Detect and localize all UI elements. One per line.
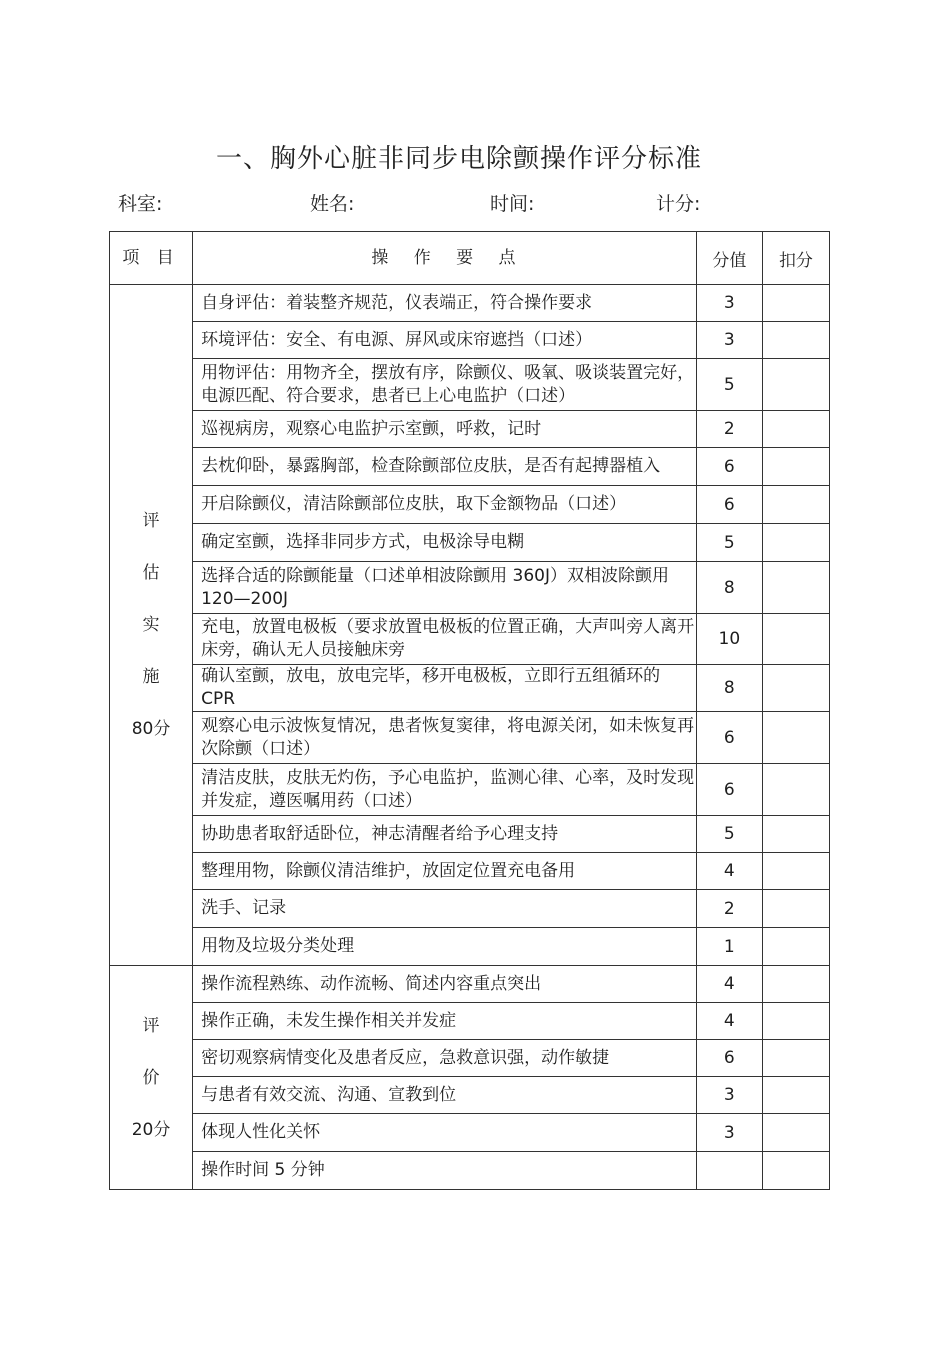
category-label-line: 20分	[131, 1119, 171, 1140]
item-cell: 选择合适的除颤能量（口述单相波除颤用 360J）双相波除颤用 120—200J	[193, 562, 697, 614]
table-header-row	[110, 232, 830, 285]
dept-label: 科室:	[118, 193, 163, 215]
deduct-cell[interactable]	[762, 1003, 829, 1040]
name-label: 姓名:	[310, 193, 355, 215]
item-cell: 密切观察病情变化及患者反应，急救意识强，动作敏捷	[193, 1040, 697, 1077]
score-cell: 4	[696, 853, 762, 890]
item-cell: 体现人性化关怀	[193, 1114, 697, 1152]
deduct-cell[interactable]	[762, 764, 829, 816]
item-cell: 充电，放置电极板（要求放置电极板的位置正确，大声叫旁人离开床旁，确认无人员接触床旁	[193, 614, 697, 665]
score-cell: 6	[696, 712, 762, 764]
deduct-cell[interactable]	[762, 928, 829, 966]
score-cell: 5	[696, 524, 762, 562]
deduct-cell[interactable]	[762, 614, 829, 665]
table-row	[110, 486, 830, 524]
header-deduct: 扣分	[762, 232, 829, 285]
deduct-cell[interactable]	[762, 322, 829, 359]
score-cell: 6	[696, 448, 762, 486]
score-cell: 3	[696, 285, 762, 322]
table-row	[110, 1040, 830, 1077]
category-label-line: 实	[142, 615, 160, 635]
deduct-cell[interactable]	[762, 562, 829, 614]
table-row	[110, 665, 830, 712]
time-label: 时间:	[490, 193, 535, 215]
item-cell: 观察心电示波恢复情况，患者恢复窦律，将电源关闭，如未恢复再次除颤（口述）	[193, 712, 697, 764]
score-cell: 10	[696, 614, 762, 665]
table-row	[110, 928, 830, 966]
category-cell	[110, 966, 193, 1190]
item-cell: 操作正确，未发生操作相关并发症	[193, 1003, 697, 1040]
table-row	[110, 411, 830, 448]
table-row	[110, 1003, 830, 1040]
score-cell: 5	[696, 359, 762, 411]
table-row	[110, 1114, 830, 1152]
table-row	[110, 524, 830, 562]
category-cell	[110, 285, 193, 966]
score-cell: 6	[696, 1040, 762, 1077]
deduct-cell[interactable]	[762, 1040, 829, 1077]
deduct-cell[interactable]	[762, 853, 829, 890]
item-cell: 清洁皮肤，皮肤无灼伤，予心电监护，监测心律、心率，及时发现并发症，遵医嘱用药（口述）	[193, 764, 697, 816]
table-row	[110, 1077, 830, 1114]
score-cell: 6	[696, 486, 762, 524]
score-cell: 3	[696, 1114, 762, 1152]
item-cell: 协助患者取舒适卧位，神志清醒者给予心理支持	[193, 816, 697, 853]
deduct-cell[interactable]	[762, 816, 829, 853]
table-row	[110, 285, 830, 322]
item-cell: 整理用物，除颤仪清洁维护，放固定位置充电备用	[193, 853, 697, 890]
table-body	[110, 285, 830, 1190]
table-row	[110, 614, 830, 665]
table-row	[110, 853, 830, 890]
item-cell: 确认室颤，放电，放电完毕，移开电极板，立即行五组循环的 CPR	[193, 665, 697, 712]
score-cell: 3	[696, 322, 762, 359]
score-cell: 2	[696, 890, 762, 928]
header-score: 分值	[696, 232, 762, 285]
header-item: 操 作 要 点	[193, 232, 697, 285]
table-row	[110, 816, 830, 853]
category-label-line: 评	[142, 511, 160, 531]
item-cell: 去枕仰卧，暴露胸部，检查除颤部位皮肤，是否有起搏器植入	[193, 448, 697, 486]
item-cell: 与患者有效交流、沟通、宣教到位	[193, 1077, 697, 1114]
deduct-cell[interactable]	[762, 665, 829, 712]
table-row	[110, 1152, 830, 1190]
table-row	[110, 966, 830, 1003]
category-label-line: 80分	[131, 719, 171, 739]
score-cell: 2	[696, 411, 762, 448]
deduct-cell[interactable]	[762, 411, 829, 448]
table-row	[110, 890, 830, 928]
score-cell: 4	[696, 966, 762, 1003]
header-category: 项 目	[110, 232, 193, 285]
score-cell	[696, 1152, 762, 1190]
item-cell: 开启除颤仪，清洁除颤部位皮肤，取下金额物品（口述）	[193, 486, 697, 524]
table-row	[110, 448, 830, 486]
item-cell: 巡视病房，观察心电监护示室颤，呼救，记时	[193, 411, 697, 448]
score-cell: 6	[696, 764, 762, 816]
category-label-line: 评	[142, 1015, 160, 1036]
score-cell: 5	[696, 816, 762, 853]
table-row	[110, 712, 830, 764]
score-cell: 1	[696, 928, 762, 966]
table-row	[110, 359, 830, 411]
category-label-line: 价	[142, 1067, 160, 1088]
deduct-cell[interactable]	[762, 1077, 829, 1114]
item-cell: 自身评估：着装整齐规范，仪表端正，符合操作要求	[193, 285, 697, 322]
item-cell: 用物及垃圾分类处理	[193, 928, 697, 966]
item-cell: 用物评估：用物齐全，摆放有序，除颤仪、吸氧、吸谈装置完好，电源匹配、符合要求，患者已上心电监护（口述）	[193, 359, 697, 411]
item-cell: 环境评估：安全、有电源、屏风或床帘遮挡（口述）	[193, 322, 697, 359]
deduct-cell[interactable]	[762, 1152, 829, 1190]
deduct-cell[interactable]	[762, 486, 829, 524]
category-label-line: 估	[142, 563, 160, 583]
score-cell: 8	[696, 562, 762, 614]
table-row	[110, 562, 830, 614]
item-cell: 操作流程熟练、动作流畅、简述内容重点突出	[193, 966, 697, 1003]
score-cell: 8	[696, 665, 762, 712]
deduct-cell[interactable]	[762, 285, 829, 322]
deduct-cell[interactable]	[762, 359, 829, 411]
deduct-cell[interactable]	[762, 712, 829, 764]
score-label: 计分:	[656, 193, 701, 215]
deduct-cell[interactable]	[762, 524, 829, 562]
score-cell: 4	[696, 1003, 762, 1040]
item-cell: 确定室颤，选择非同步方式，电极涂导电糊	[193, 524, 697, 562]
page-title: 一、胸外心脏非同步电除颤操作评分标准	[215, 144, 702, 174]
table-row	[110, 764, 830, 816]
deduct-cell[interactable]	[762, 448, 829, 486]
table-row	[110, 322, 830, 359]
item-cell: 操作时间 5 分钟	[193, 1152, 697, 1190]
category-label-line: 施	[142, 667, 160, 687]
item-cell: 洗手、记录	[193, 890, 697, 928]
deduct-cell[interactable]	[762, 1114, 829, 1152]
deduct-cell[interactable]	[762, 890, 829, 928]
score-cell: 3	[696, 1077, 762, 1114]
deduct-cell[interactable]	[762, 966, 829, 1003]
scoring-table	[109, 231, 830, 1190]
